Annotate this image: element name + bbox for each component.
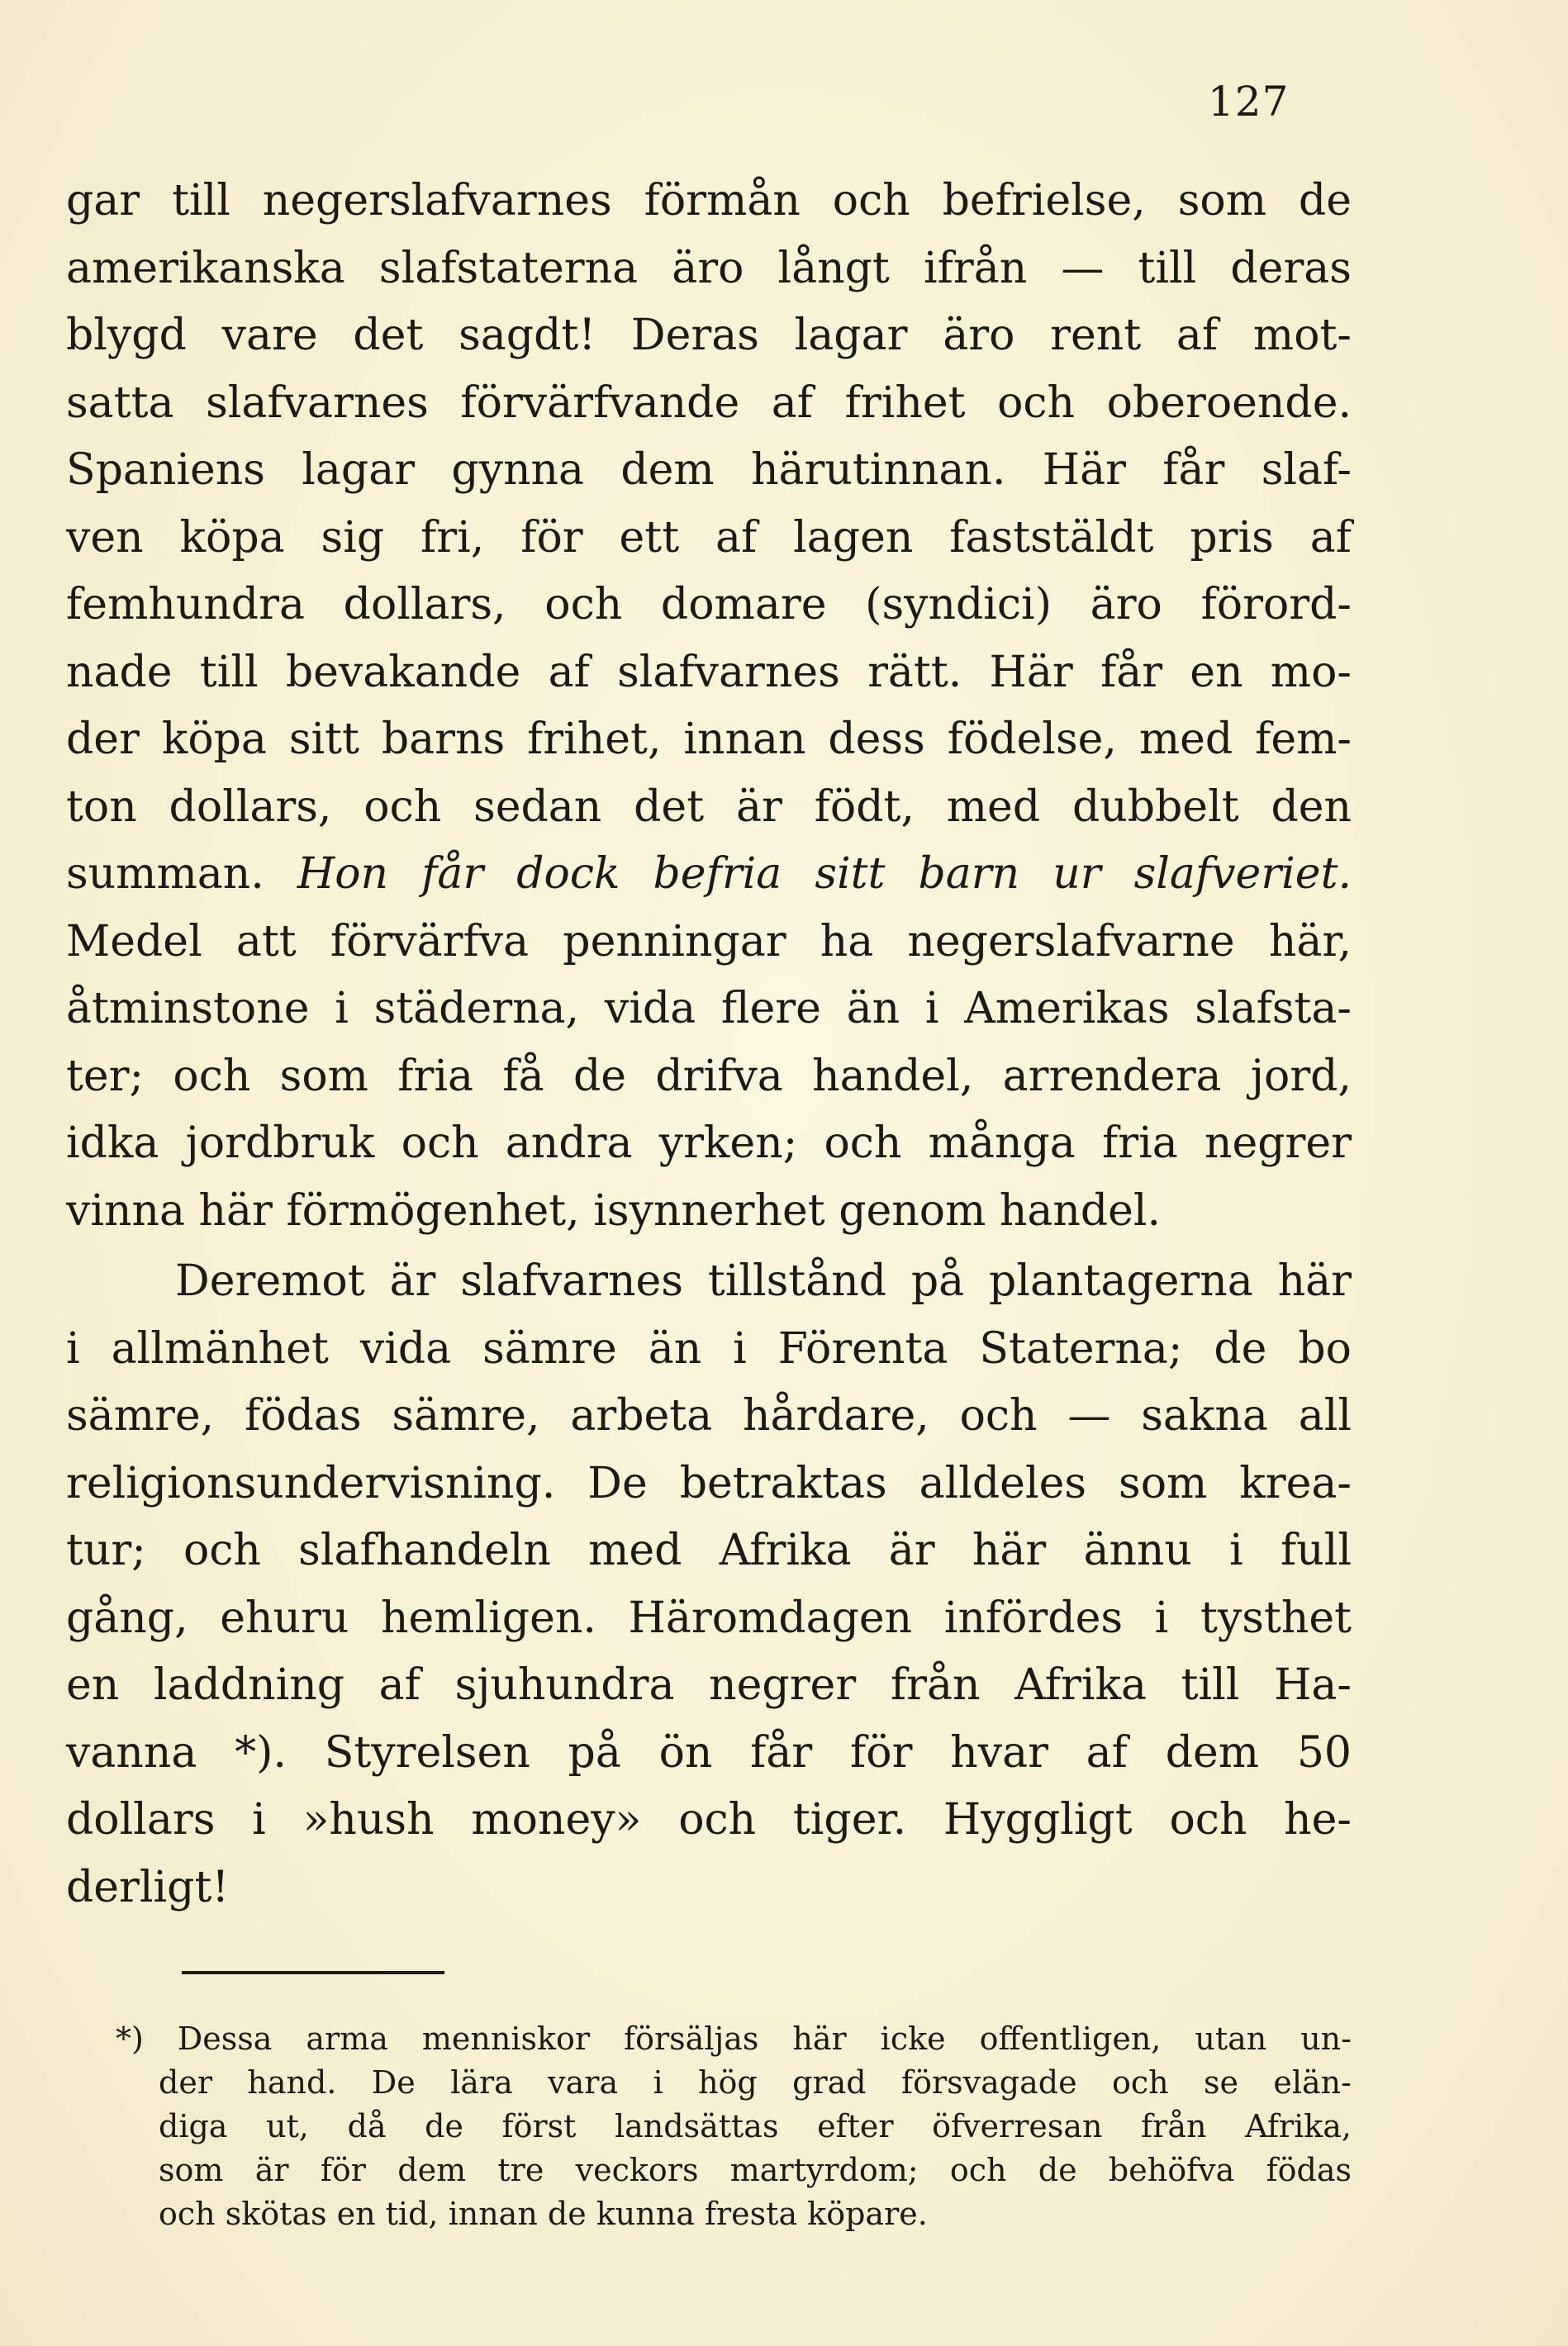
page-number: 127 — [1208, 78, 1290, 126]
body-line: ter; och som fria få de drifva handel, arrendera jord, — [66, 1052, 1352, 1101]
body-line: femhundra dollars, och domare (syndici) äro förord- — [66, 580, 1352, 629]
footnote-line: der hand. De lära vara i hög grad försvagade och se elän- — [159, 2064, 1352, 2101]
body-line: sämre, födas sämre, arbeta hårdare, och — sakna all — [66, 1391, 1352, 1441]
body-text: summan. — [66, 849, 264, 899]
body-line: i allmänhet vida sämre än i Förenta Staterna; de bo — [66, 1324, 1352, 1374]
body-line: nade till bevakande af slafvarnes rätt. Här får en mo- — [66, 648, 1352, 697]
body-line: blygd vare det sagdt! Deras lagar äro rent af mot- — [66, 311, 1352, 360]
body-line: gar till negerslafvarnes förmån och befrielse, som de — [66, 176, 1352, 226]
body-line: vanna *). Styrelsen på ön får för hvar af dem 50 — [66, 1728, 1352, 1778]
body-line-with-emphasis — [66, 847, 1352, 901]
body-line: ton dollars, och sedan det är födt, med dubbelt den — [66, 782, 1352, 832]
body-line: vinna här förmögenhet, isynnerhet genom handel. — [66, 1186, 1162, 1236]
footnote-line: *) Dessa arma menniskor försäljas här icke offentligen, utan un- — [116, 2021, 1352, 2057]
body-line: derligt! — [66, 1863, 230, 1912]
body-line: Medel att förvärfva penningar ha negerslafvarne här, — [66, 917, 1352, 966]
footnote-line: diga ut, då de först landsättas efter öfverresan från Afrika, — [159, 2108, 1352, 2144]
emphasized-text: Hon får dock befria sitt barn ur slafveriet. — [297, 849, 1352, 899]
body-line: der köpa sitt barns frihet, innan dess födelse, med fem- — [66, 715, 1352, 764]
footnote-rule — [182, 1971, 444, 1974]
body-line: en laddning af sjuhundra negrer från Afrika till Ha- — [66, 1660, 1352, 1710]
body-line: satta slafvarnes förvärfvande af frihet och oberoende. — [66, 378, 1352, 428]
body-line: Spaniens lagar gynna dem härutinnan. Här får slaf- — [66, 445, 1352, 495]
body-line: amerikanska slafstaterna äro långt ifrån — till deras — [66, 244, 1352, 293]
body-line: gång, ehuru hemligen. Häromdagen infördes i tysthet — [66, 1593, 1352, 1643]
footnote-line: och skötas en tid, innan de kunna fresta köpare. — [159, 2196, 928, 2232]
paragraph-first-line: Deremot är slafvarnes tillstånd på plantagerna här — [175, 1256, 1352, 1306]
body-line: idka jordbruk och andra yrken; och många fria negrer — [66, 1118, 1352, 1168]
body-line: dollars i »hush money» och tiger. Hyggligt och he- — [66, 1795, 1352, 1845]
body-line: åtminstone i städerna, vida flere än i Amerikas slafsta- — [66, 984, 1352, 1033]
body-line: ven köpa sig fri, för ett af lagen faststäldt pris af — [66, 513, 1352, 563]
body-line: tur; och slafhandeln med Afrika är här ännu i full — [66, 1526, 1352, 1575]
footnote-line: som är för dem tre veckors martyrdom; och de behöfva födas — [159, 2152, 1352, 2188]
body-line: religionsundervisning. De betraktas alldeles som krea- — [66, 1459, 1352, 1508]
